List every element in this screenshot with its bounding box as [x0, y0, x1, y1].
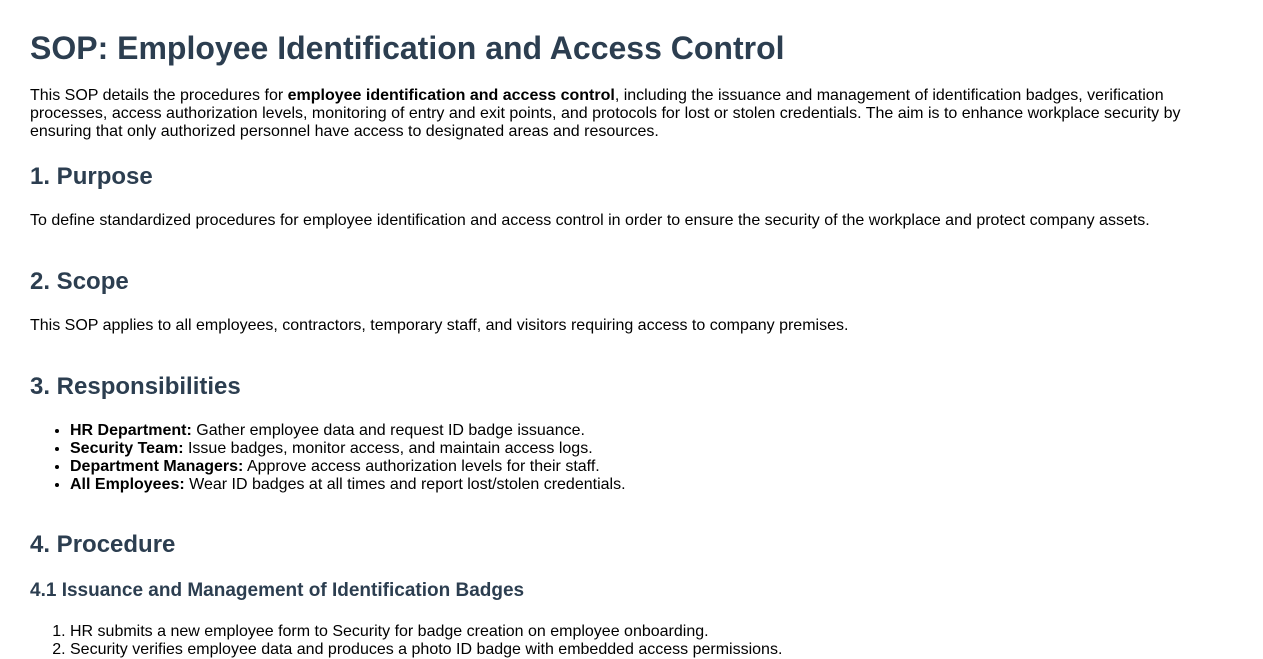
section-heading-scope: 2. Scope [30, 268, 129, 295]
list-item [70, 440, 1233, 458]
purpose-text: To define standardized procedures for employee identification and access control in order to ensure the security of the workplace and protect company assets. [30, 212, 1150, 229]
scope-text: This SOP applies to all employees, contractors, temporary staff, and visitors requiring access to company premises. [30, 317, 849, 334]
page-title: SOP: Employee Identification and Access Control [30, 30, 785, 66]
list-item [70, 476, 1233, 494]
intro-bold-text: employee identification and access control [287, 87, 615, 104]
role-label: Security Team: [70, 440, 184, 457]
intro-text-start: This SOP details the procedures for [30, 87, 288, 104]
section-heading-procedure: 4. Procedure [30, 531, 176, 558]
list-item: 1. HR submits a new employee form to Security for badge creation on employee onboarding. [70, 623, 1233, 641]
role-description: Wear ID badges at all times and report lost/stolen credentials. [184, 476, 626, 493]
subsection-heading-badges: 4.1 Issuance and Management of Identification Badges [30, 580, 525, 601]
intro-paragraph [30, 87, 1233, 141]
role-description: Gather employee data and request ID badge issuance. [191, 422, 585, 439]
list-item: 2. Security verifies employee data and produces a photo ID badge with embedded access permissions. [70, 641, 1233, 659]
role-label: HR Department: [70, 422, 192, 439]
role-description: Issue badges, monitor access, and maintain access logs. [183, 440, 593, 457]
role-description: Approve access authorization levels for their staff. [243, 458, 600, 475]
intro-text-end: , including the issuance and management of identification badges, verification processes, access authorization levels, monitoring of entry and exit points, and protocols for lost or stolen credentials. The aim is to enhance workplace security by ensuring that only authorized personnel have access to designated areas and resources. [30, 87, 1181, 140]
role-label: All Employees: [70, 476, 185, 493]
list-item [70, 458, 1233, 476]
list-item [70, 422, 1233, 440]
section-heading-purpose: 1. Purpose [30, 163, 153, 190]
section-heading-responsibilities: 3. Responsibilities [30, 373, 241, 400]
role-label: Department Managers: [70, 458, 244, 475]
responsibilities-list [30, 422, 1233, 494]
badge-procedure-steps [30, 623, 1233, 659]
